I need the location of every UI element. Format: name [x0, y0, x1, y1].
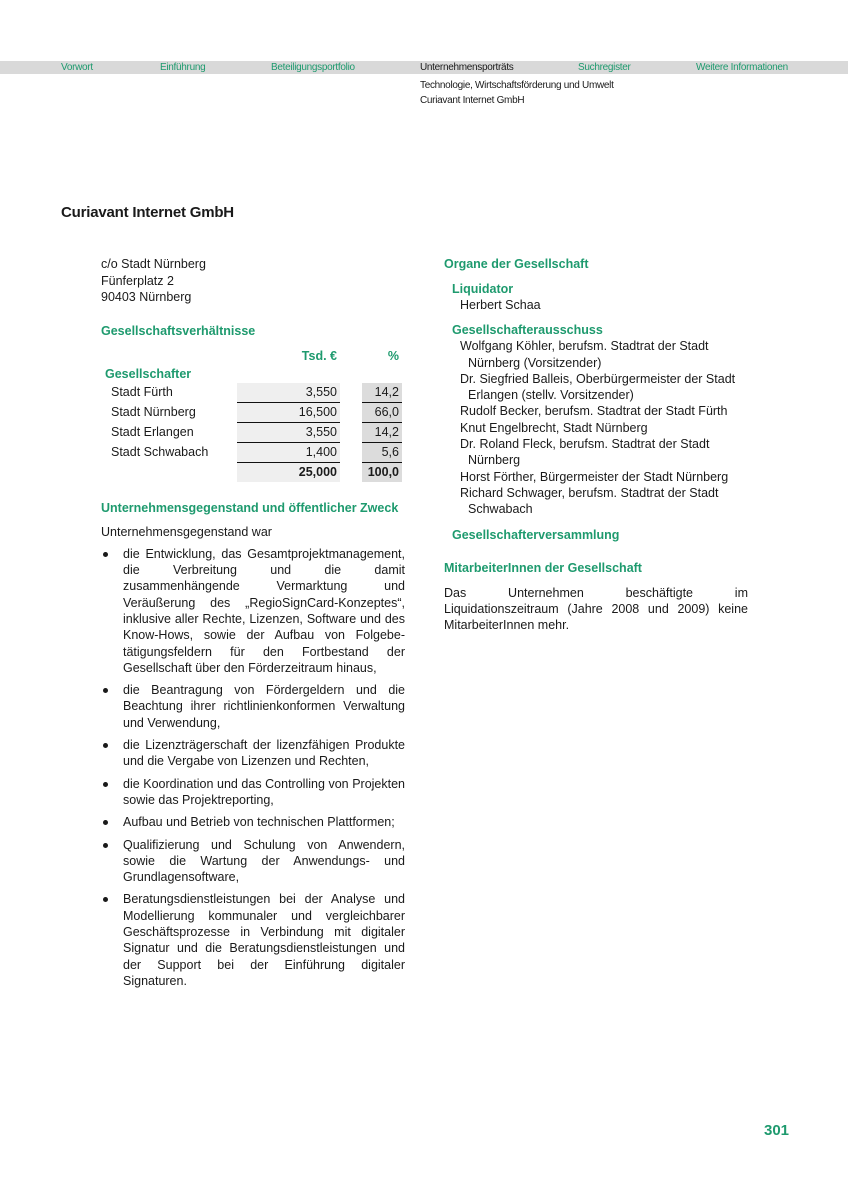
nav-link-vorwort[interactable]: Vorwort [61, 62, 93, 73]
column-header-pct: % [387, 348, 399, 363]
ausschuss-member-list [444, 338, 748, 517]
total-pct: 100,0 [362, 463, 402, 482]
bullet-icon [103, 897, 108, 902]
column-header-tsd: Tsd. € [301, 348, 337, 363]
nav-link-beteiligungsportfolio[interactable]: Beteiligungsportfolio [271, 62, 355, 73]
bullet-icon [103, 820, 108, 825]
section-heading-gesellschaftsverhaeltnisse: Gesellschaftsverhältnisse [101, 323, 256, 338]
list-item: Aufbau und Betrieb von technischen Plattformen; [101, 814, 405, 830]
shareholder-pct: 5,6 [362, 443, 402, 463]
shareholder-tsd: 3,550 [237, 383, 340, 403]
shareholder-name: Stadt Fürth [111, 385, 173, 399]
list-item: Dr. Roland Fleck, berufsm. Stadtrat der Stadt Nürnberg [460, 437, 710, 468]
address-line: c/o Stadt Nürnberg [101, 257, 206, 271]
list-item: die Beantragung von Fördergeldern und die Beachtung ihrer richtlinienkonformen Verwaltung und Verwendung, [101, 682, 405, 731]
right-column [444, 256, 748, 633]
address-line: Fünferplatz 2 [101, 273, 174, 288]
top-navigation-bar [0, 61, 848, 74]
list-item: Wolfgang Köhler, berufsm. Stadtrat der Stadt Nürnberg (Vorsitzender) [460, 339, 709, 370]
bullet-icon [103, 743, 108, 748]
breadcrumb-company: Curiavant Internet GmbH [420, 95, 525, 106]
left-column [101, 256, 405, 995]
subheading-gesellschafterausschuss: Gesellschafterausschuss [452, 323, 603, 338]
shareholder-tsd: 1,400 [237, 443, 340, 463]
bullet-icon [103, 552, 108, 557]
list-item: die Entwicklung, das Gesamtprojektmanagement, die Verbreitung und die damit zusammenhängende Vermarktung und Veräußerung des „RegioSignCard-Konzeptes“, inklusive aller Rechte, Lizenzen, Software und des Know-Hows, sowie der Aufbau von Folgebetätigungsfeldern für den Fortbestand der Gesellschaft über den Förderzeitraum hinaus, [101, 546, 405, 676]
table-total-row [101, 463, 402, 482]
page-title: Curiavant Internet GmbH [61, 204, 234, 221]
bullet-icon [103, 782, 108, 787]
list-item: die Lizenzträgerschaft der lizenzfähigen Produkte und die Vergabe von Lizenzen und Rechten, [101, 737, 405, 770]
bullet-icon [103, 843, 108, 848]
page-number: 301 [764, 1122, 790, 1139]
subheading-liquidator: Liquidator [452, 282, 514, 296]
list-item: Dr. Siegfried Balleis, Oberbürgermeister der Stadt Erlangen (stellv. Vorsitzender) [460, 371, 736, 403]
nav-link-einfuehrung[interactable]: Einführung [160, 62, 206, 73]
list-item: Knut Engelbrecht, Stadt Nürnberg [460, 420, 648, 435]
table-row [101, 423, 402, 443]
bullet-icon [103, 688, 108, 693]
list-item: die Koordination und das Controlling von Projekten sowie das Projektreporting, [101, 776, 405, 809]
group-label-gesellschafter: Gesellschafter [105, 366, 192, 381]
nav-link-weitere-informationen[interactable]: Weitere Informationen [696, 62, 788, 73]
shareholder-tsd: 3,550 [237, 423, 340, 443]
shareholder-name: Stadt Erlangen [111, 425, 194, 439]
liquidator-name: Herbert Schaa [460, 298, 541, 312]
shareholder-pct: 66,0 [362, 403, 402, 423]
shareholder-tsd: 16,500 [237, 403, 340, 423]
subheading-gesellschafterversammlung: Gesellschafterversammlung [452, 527, 620, 542]
section-heading-organe: Organe der Gesellschaft [444, 257, 589, 271]
list-item: Horst Förther, Bürgermeister der Stadt Nürnberg [460, 469, 729, 484]
shareholder-name: Stadt Schwabach [111, 445, 209, 459]
table-header-spacer [101, 347, 237, 366]
nav-link-unternehmensportraets[interactable]: Unternehmensporträts [420, 62, 514, 73]
shareholder-pct: 14,2 [362, 383, 402, 403]
shareholders-table [101, 347, 402, 482]
section-heading-mitarbeiter: MitarbeiterInnen der Gesellschaft [444, 560, 642, 575]
shareholder-pct: 14,2 [362, 423, 402, 443]
nav-link-suchregister[interactable]: Suchregister [578, 62, 631, 73]
list-item: Qualifizierung und Schulung von Anwendern, sowie die Wartung der Anwendungs- und Grundlagensoftware, [101, 837, 405, 886]
table-row [101, 383, 402, 403]
section-heading-zweck: Unternehmensgegenstand und öffentlicher Zweck [101, 500, 399, 515]
list-item: Richard Schwager, berufsm. Stadtrat der Stadt Schwabach [460, 485, 719, 517]
list-item: Rudolf Becker, berufsm. Stadtrat der Stadt Fürth [460, 404, 728, 419]
zweck-intro: Unternehmensgegenstand war [101, 524, 272, 539]
breadcrumb-category: Technologie, Wirtschaftsförderung und Umwelt [420, 80, 614, 91]
mitarbeiter-text: Das Unternehmen beschäftigte im Liquidationszeitraum (Jahre 2008 und 2009) keine MitarbeiterInnen mehr. [444, 585, 748, 633]
address-line: 90403 Nürnberg [101, 290, 192, 304]
zweck-bullet-list [101, 546, 405, 989]
table-row [101, 403, 402, 423]
shareholder-name: Stadt Nürnberg [111, 405, 196, 419]
address-block [101, 256, 405, 306]
table-row [101, 443, 402, 463]
list-item: Beratungsdienstleistungen bei der Analyse und Modellierung kommunaler und vergleichbarer Geschäftsprozesse in Verbindung mit digitaler Signatur und die Beratungsdienstleistungen und der Support bei der Einführung digitaler Signaturen. [101, 891, 405, 989]
total-tsd: 25,000 [237, 463, 340, 482]
